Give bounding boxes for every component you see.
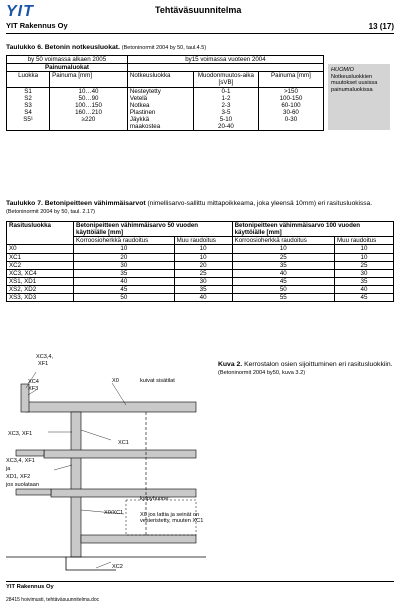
table7	[6, 221, 394, 302]
table6-cell: 100-150	[258, 95, 323, 102]
table7-cell: 40	[174, 294, 232, 302]
table7-cell: 10	[174, 245, 232, 253]
table6-cell: 2-3	[193, 102, 258, 109]
table6-row	[7, 87, 324, 95]
table7-row	[7, 253, 394, 261]
table6-cell: maakostea	[127, 123, 193, 131]
table6-row	[7, 95, 324, 102]
footer-divider	[6, 581, 394, 582]
table6-row	[7, 109, 324, 116]
table6-cell	[258, 123, 323, 131]
table6-cell: 160…210	[50, 109, 128, 116]
table7-cell: XC3, XC4	[7, 269, 74, 277]
table7-col-rasitus: Rasitusluokka	[7, 222, 74, 245]
balcony-1	[16, 450, 44, 456]
table7-caption: Taulukko 7. Betonipeitteen vähimmäisarvot (nimellisarvo-sallittu mittapoikkeama, joka yleensä 10mm) eri rasitusluokissa. (Betoninormit 2004 by 50, taul. 2.17)	[6, 200, 373, 216]
footer-company: YIT Rakennus Oy	[6, 584, 54, 590]
figure-caption: Kuva 2. Kerrostalon osien sijoittuminen eri rasitusluokkiin. (Betoninormit 2004 by50, kuva 3.2)	[218, 361, 393, 377]
table6-cell: ≥220	[50, 116, 128, 123]
outer-wall	[71, 412, 81, 557]
table6-painuma-group: Painumaluokat	[7, 64, 128, 72]
table7-cell: 25	[335, 261, 394, 269]
table7-cell: 10	[232, 245, 334, 253]
table6-cell	[50, 123, 128, 131]
page-number: 13 (17)	[368, 22, 394, 31]
table7-cell: 20	[74, 253, 175, 261]
table6-cell: 30-60	[258, 109, 323, 116]
table6-cell: 50…90	[50, 95, 128, 102]
table6-caption: Taulukko 6. Betonin notkeusluokat. (Betoninormit 2004 by 50, taul.4.5)	[6, 44, 207, 51]
table7-cell: 30	[174, 277, 232, 285]
label-xc1: XC1	[118, 440, 129, 446]
header-divider	[6, 33, 394, 34]
table6-cell: 10…40	[50, 87, 128, 95]
table7-cell: XS1, XD1	[7, 277, 74, 285]
label-jos: jos suolataan	[6, 482, 39, 488]
company-logo: YIT	[6, 3, 34, 20]
balcony-2	[16, 489, 51, 495]
table7-cell: 30	[74, 261, 175, 269]
table6-col-painuma: Painuma [mm]	[50, 72, 128, 87]
table7-cell: 20	[174, 261, 232, 269]
footer-file: 28415 hoivimusti, tehtäväsuunnitelma.doc	[6, 597, 100, 603]
table7-sub-muu-50: Muu raudoitus	[174, 237, 232, 245]
table7-cell: 10	[74, 245, 175, 253]
label-x0: X0	[112, 378, 119, 384]
document-title: Tehtäväsuunnitelma	[155, 5, 242, 15]
table7-row	[7, 245, 394, 253]
label-xc34-xf1-mid: XC3,4, XF1	[6, 458, 35, 464]
label-xc3-xf1: XC3, XF1	[8, 431, 33, 437]
label-xc4: XC4	[28, 379, 39, 385]
table6-cell: Plastinen	[127, 109, 193, 116]
table7-row	[7, 269, 394, 277]
table7-cell: 50	[74, 294, 175, 302]
table6-row	[7, 123, 324, 131]
table6-cell	[7, 123, 50, 131]
table6-cell: Jäykkä	[127, 116, 193, 123]
table7-cell: XC2	[7, 261, 74, 269]
label-x0xc1: X0/XC1	[104, 510, 124, 516]
table6-cell: S3	[7, 102, 50, 109]
label-kuivat: kuivat sisätilat	[140, 378, 175, 384]
note-box	[328, 64, 390, 130]
table7-sub-korr-100: Korroosioherkkä raudoitus	[232, 237, 334, 245]
table6-row	[7, 116, 324, 123]
table7-sub-muu-100: Muu raudoitus	[335, 237, 394, 245]
table7-cell: 40	[335, 286, 394, 294]
table6-cell: Vetelä	[127, 95, 193, 102]
roof-slab	[26, 402, 196, 412]
floor-slab-1	[44, 450, 196, 458]
table6-col-painuma2: Painuma [mm]	[258, 72, 323, 87]
table7-cell: 50	[232, 286, 334, 294]
table6-group1: by 50 voimassa alkaen 2005	[7, 56, 128, 64]
foundation	[66, 557, 116, 570]
table7-cell: 35	[74, 269, 175, 277]
table6-cell: Notkea	[127, 102, 193, 109]
table6-cell: 0-30	[258, 116, 323, 123]
table7-cell: 30	[335, 269, 394, 277]
label-kylpy: kylpyhuone:	[140, 496, 170, 502]
table6-cell: S5¹	[7, 116, 50, 123]
table7-cell: 25	[174, 269, 232, 277]
table6-cell: 1-2	[193, 95, 258, 102]
table7-cell: 35	[174, 286, 232, 294]
table7-cell: 10	[335, 245, 394, 253]
note-title: HUOMIO	[331, 67, 354, 73]
note-text: Notkeusluokkien muutokset uusissa painumaluokissa	[331, 73, 378, 94]
table6-col-notkeus: Notkeusluokka	[127, 72, 193, 87]
table7-row	[7, 277, 394, 285]
table7-cell: 55	[232, 294, 334, 302]
table7-cell: 45	[335, 294, 394, 302]
table7-cell: 10	[335, 253, 394, 261]
table6-cell: S1	[7, 87, 50, 95]
table7-cell: 35	[335, 277, 394, 285]
table6-cell: 3-5	[193, 109, 258, 116]
table7-cell: XS3, XD3	[7, 294, 74, 302]
table7-cell: XS2, XD2	[7, 286, 74, 294]
table7-col-50: Betonipeitteen vähimmäisarvo 50 vuoden käyttöiälle [mm]	[74, 222, 233, 237]
label-xf3: XF3	[28, 386, 39, 392]
table6-group2: by15 voimassa vuoteen 2004	[127, 56, 323, 64]
table7-col-100: Betonipeitteen vähimmäisarvo 100 vuoden käyttöiälle [mm]	[232, 222, 393, 237]
label-x0-jos: X0 jos lattia ja seinät on vesieristetty, muuten XC1	[140, 512, 204, 525]
table7-sub-korr-50: Korroosioherkkä raudoitus	[74, 237, 175, 245]
table6-cell: 100…150	[50, 102, 128, 109]
floor-slab-2	[51, 489, 196, 497]
label-xc34: XC3,4,	[36, 354, 54, 360]
table6-cell: 0-1	[193, 87, 258, 95]
table6-cell: S4	[7, 109, 50, 116]
table6-col-luokka: Luokka	[7, 72, 50, 87]
label-xc2: XC2	[112, 564, 123, 570]
table7-cell: 45	[74, 286, 175, 294]
label-xf1-top: XF1	[38, 361, 49, 367]
table6-cell: >150	[258, 87, 323, 95]
label-xd1-xf2: XD1, XF2	[6, 474, 31, 480]
table7-cell: 45	[232, 277, 334, 285]
table7-cell: 35	[232, 261, 334, 269]
table6-cell: 5-10	[193, 116, 258, 123]
table7-cell: 10	[174, 253, 232, 261]
table7-cell: 40	[232, 269, 334, 277]
table6-cell: S2	[7, 95, 50, 102]
table6-cell: Nesteytetty	[127, 87, 193, 95]
table6-cell: 60-100	[258, 102, 323, 109]
table7-cell: 25	[232, 253, 334, 261]
floor-slab-3	[81, 535, 196, 543]
table6-cell: 20-40	[193, 123, 258, 131]
table7-row	[7, 286, 394, 294]
table7-cell: XC1	[7, 253, 74, 261]
table6-col-muodon: Muodonmuutos-aika [sVB]	[193, 72, 258, 87]
table7-row	[7, 294, 394, 302]
table6-row	[7, 102, 324, 109]
company-name: YIT Rakennus Oy	[6, 21, 68, 30]
table7-row	[7, 261, 394, 269]
table7-cell: X0	[7, 245, 74, 253]
label-ja: ja	[6, 466, 11, 472]
table7-cell: 40	[74, 277, 175, 285]
table6	[6, 55, 324, 131]
